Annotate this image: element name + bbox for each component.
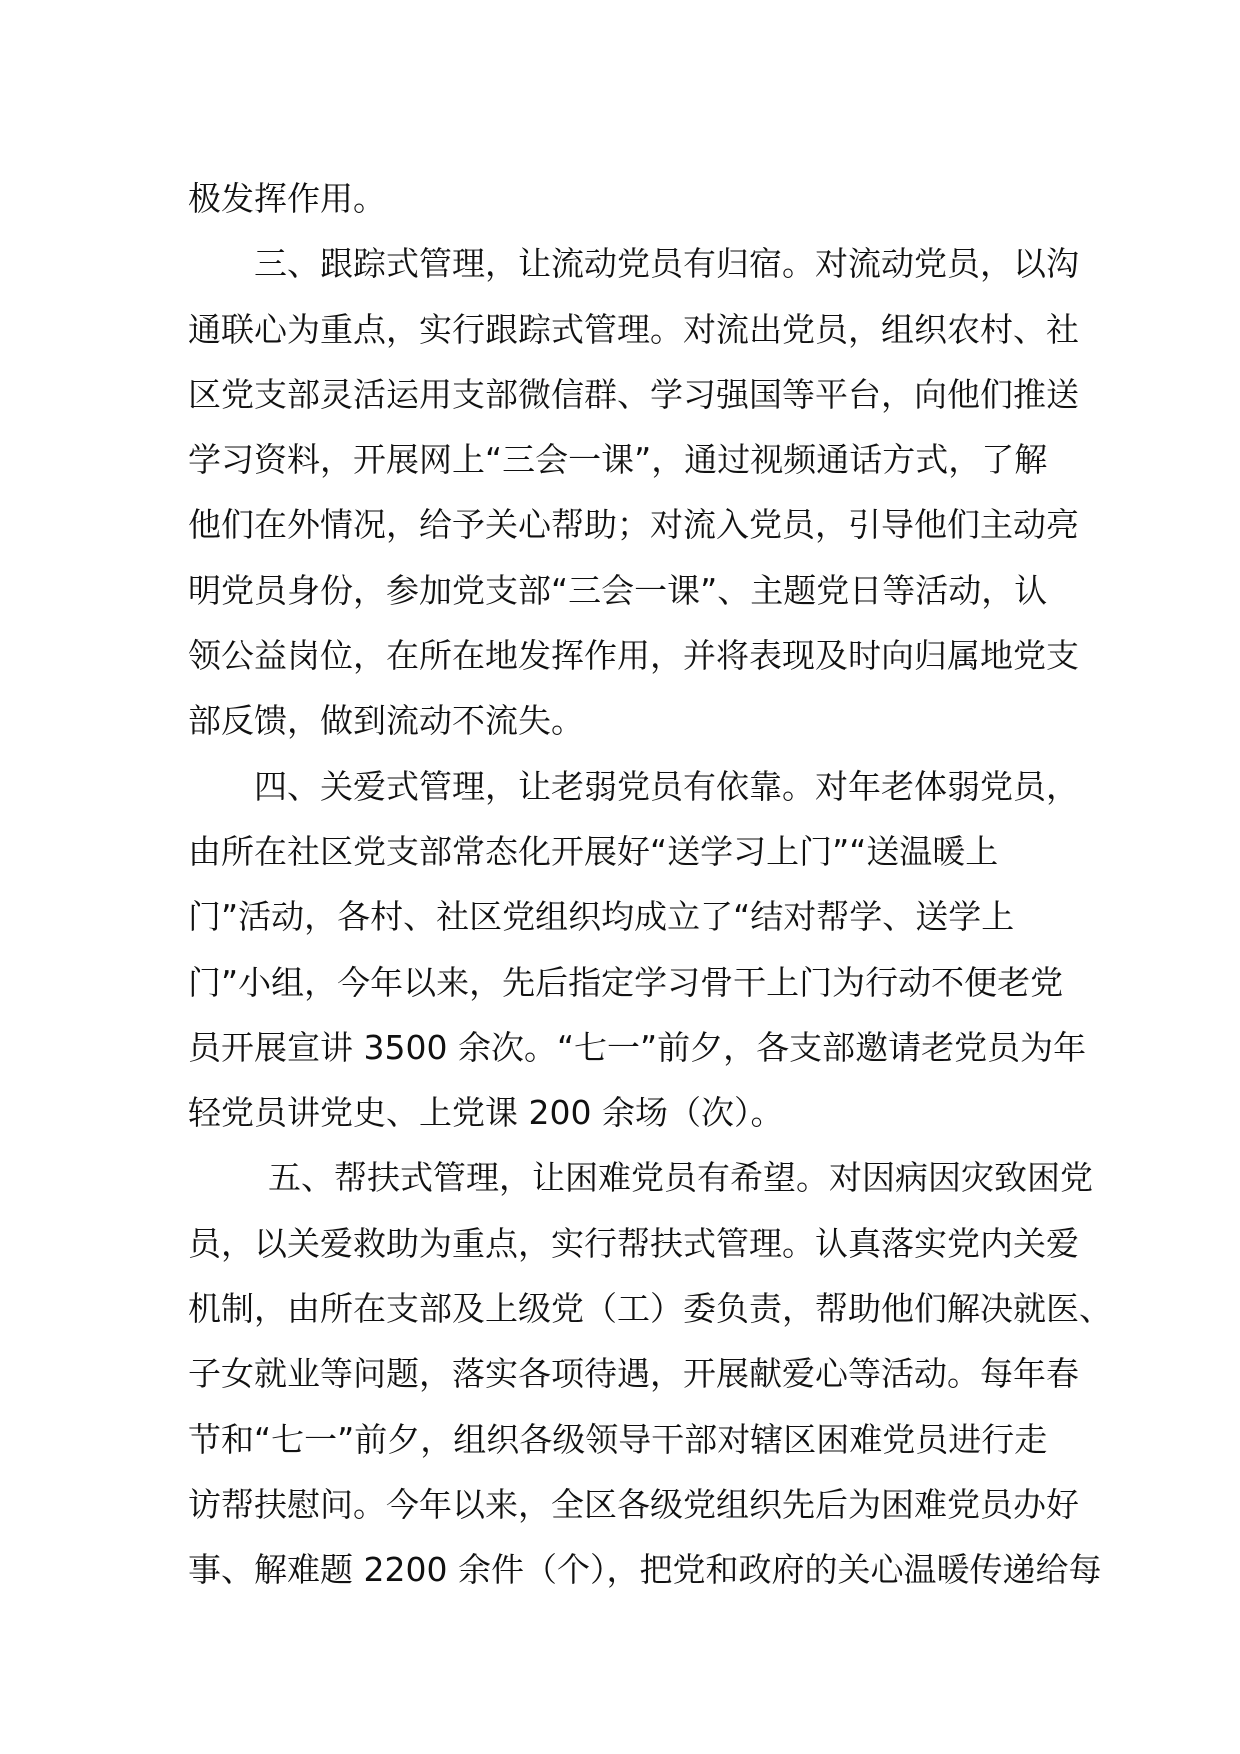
text-line: 通联心为重点，实行跟踪式管理。对流出党员，组织农村、社 [188,309,1079,349]
section-heading-line: 四、关爱式管理，让老弱党员有依靠。对年老体弱党员， [254,766,1079,806]
text-line: 访帮扶慰问。今年以来，全区各级党组织先后为困难党员办好 [188,1484,1079,1524]
text-line: 极发挥作用。 [188,179,386,218]
text-line: 子女就业等问题，落实各项待遇，开展献爱心等活动。每年春 [188,1354,1079,1394]
text-line: 节和“七一”前夕，组织各级领导干部对辖区困难党员进行走 [188,1419,1048,1459]
text-line: 他们在外情况，给予关心帮助；对流入党员，引导他们主动亮 [188,505,1079,545]
text-line: 门”小组，今年以来，先后指定学习骨干上门为行动不便老党 [188,962,1064,1002]
text-line: 轻党员讲党史、上党课 200 余场（次）。 [188,1093,784,1133]
section-heading-line: 五、帮扶式管理，让困难党员有希望。对因病因灾致困党 [268,1158,1093,1198]
text-line: 事、解难题 2200 余件（个），把党和政府的关心温暖传递给每 [188,1550,1102,1590]
text-line: 员，以关爱救助为重点，实行帮扶式管理。认真落实党内关爱 [188,1223,1079,1263]
text-line: 部反馈，做到流动不流失。 [188,701,584,741]
text-line: 区党支部灵活运用支部微信群、学习强国等平台，向他们推送 [188,374,1079,414]
text-line: 由所在社区党支部常态化开展好“送学习上门”“送温暖上 [188,831,999,871]
text-line: 机制，由所在支部及上级党（工）委负责，帮助他们解决就医、 [188,1289,1112,1329]
text-line: 学习资料，开展网上“三会一课”，通过视频通话方式，了解 [188,440,1048,480]
body-text [188,166,1112,1603]
text-line: 门”活动，各村、社区党组织均成立了“结对帮学、送学上 [188,897,1015,937]
text-line: 员开展宣讲 3500 余次。“七一”前夕，各支部邀请老党员为年 [188,1027,1087,1067]
text-line: 明党员身份，参加党支部“三会一课”、主题党日等活动，认 [188,570,1048,610]
text-line: 领公益岗位，在所在地发挥作用，并将表现及时向归属地党支 [188,636,1079,676]
section-heading-line: 三、跟踪式管理，让流动党员有归宿。对流动党员，以沟 [254,244,1079,284]
